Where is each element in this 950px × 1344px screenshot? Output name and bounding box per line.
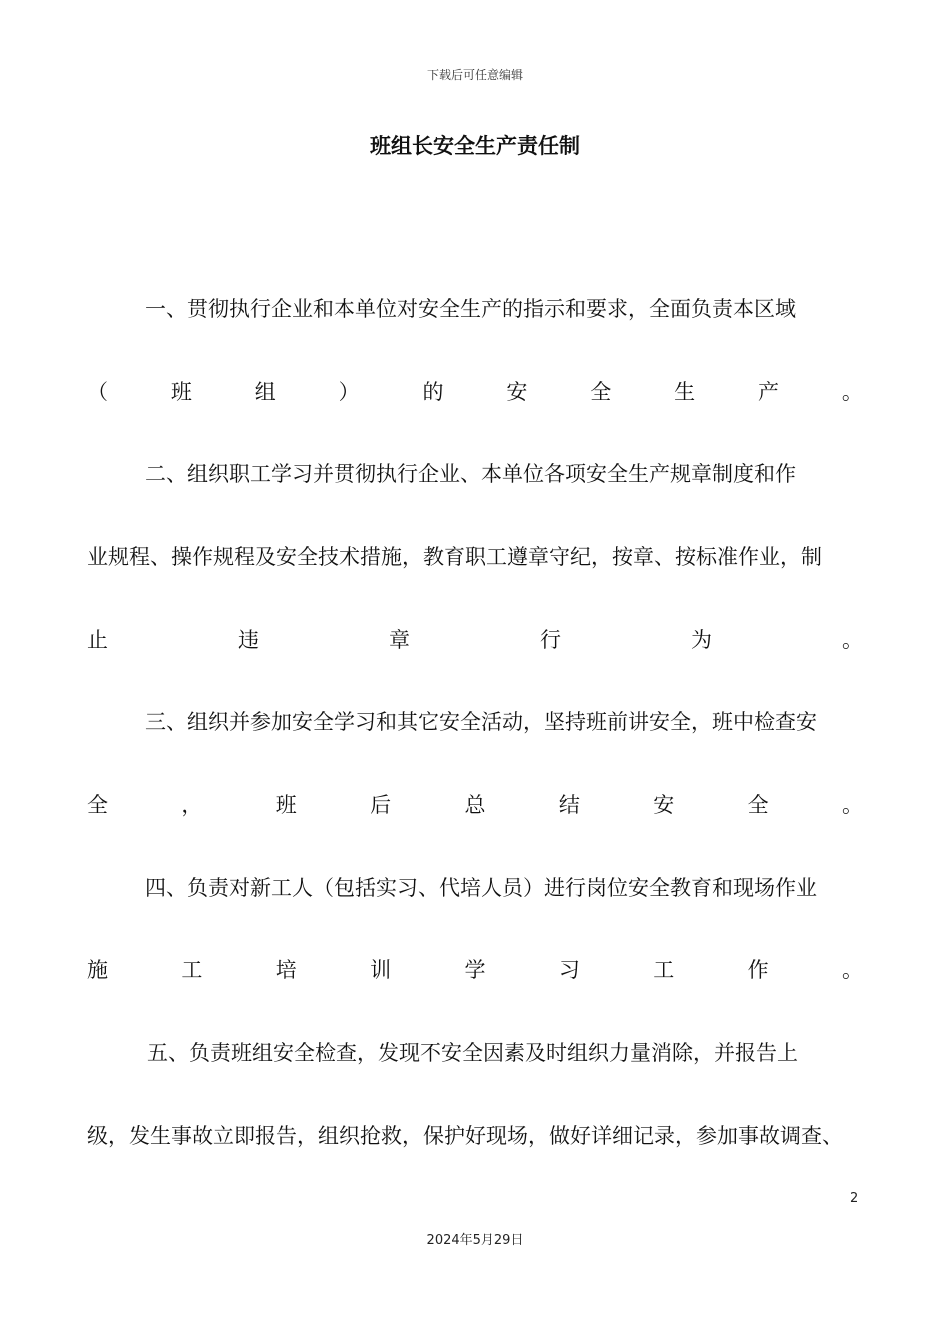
justified-char: 。 [842,958,863,982]
paragraph-3-line-2 [87,790,863,820]
paragraph-1-line-1: 一、贯彻执行企业和本单位对安全生产的指示和要求，全面负责本区域 [145,297,796,321]
justified-char: 班 [275,793,297,817]
document-title: 班组长安全生产责任制 [370,134,580,158]
justified-char: ） [338,380,360,404]
header-note: 下载后可任意编辑 [426,68,523,82]
justified-char: 行 [540,628,561,652]
justified-char: 。 [841,380,863,404]
justified-char: 训 [370,958,392,982]
justified-char: （ [87,380,108,404]
justified-char: 安 [653,793,675,817]
justified-char: 施 [87,958,108,982]
justified-char: 全 [590,380,612,404]
paragraph-2-line-3 [87,625,863,655]
paragraph-5-line-1: 五、负责班组安全检查，发现不安全因素及时组织力量消除，并报告上 [147,1041,798,1065]
justified-char: 习 [558,958,580,982]
page-number: 2 [850,1191,859,1206]
justified-char: 结 [558,793,580,817]
justified-char: 生 [674,380,696,404]
footer-date: 2024年5月29日 [426,1233,524,1248]
paragraph-3-line-1: 三、组织并参加安全学习和其它安全活动，坚持班前讲安全，班中检查安 [145,710,817,734]
paragraph-5-line-2: 级，发生事故立即报告，组织抢救，保护好现场，做好详细记录，参加事故调查、 [87,1124,843,1148]
justified-char: 工 [181,958,203,982]
justified-char: 培 [275,958,297,982]
justified-char: 学 [464,958,486,982]
justified-char: 组 [254,380,276,404]
justified-char: 全 [747,793,769,817]
justified-char: 。 [842,628,863,652]
justified-char: 。 [842,793,863,817]
justified-char: 的 [422,380,444,404]
justified-char: 总 [464,793,486,817]
justified-char: 章 [389,628,410,652]
paragraph-4-line-2 [87,955,863,985]
justified-char: 班 [170,380,192,404]
justified-char: 产 [758,380,779,404]
paragraph-2-line-2: 业规程、操作规程及安全技术措施，教育职工遵章守纪，按章、按标准作业，制 [87,545,822,569]
justified-char: ， [181,793,203,817]
justified-char: 作 [747,958,769,982]
justified-char: 违 [238,628,259,652]
justified-char: 止 [87,628,108,652]
paragraph-2-line-1: 二、组织职工学习并贯彻执行企业、本单位各项安全生产规章制度和作 [145,462,796,486]
justified-char: 为 [691,628,712,652]
justified-char: 安 [506,380,528,404]
justified-char: 工 [653,958,675,982]
paragraph-1-line-2 [87,377,863,407]
justified-char: 后 [370,793,392,817]
paragraph-4-line-1: 四、负责对新工人（包括实习、代培人员）进行岗位安全教育和现场作业 [145,876,817,900]
justified-char: 全 [87,793,108,817]
